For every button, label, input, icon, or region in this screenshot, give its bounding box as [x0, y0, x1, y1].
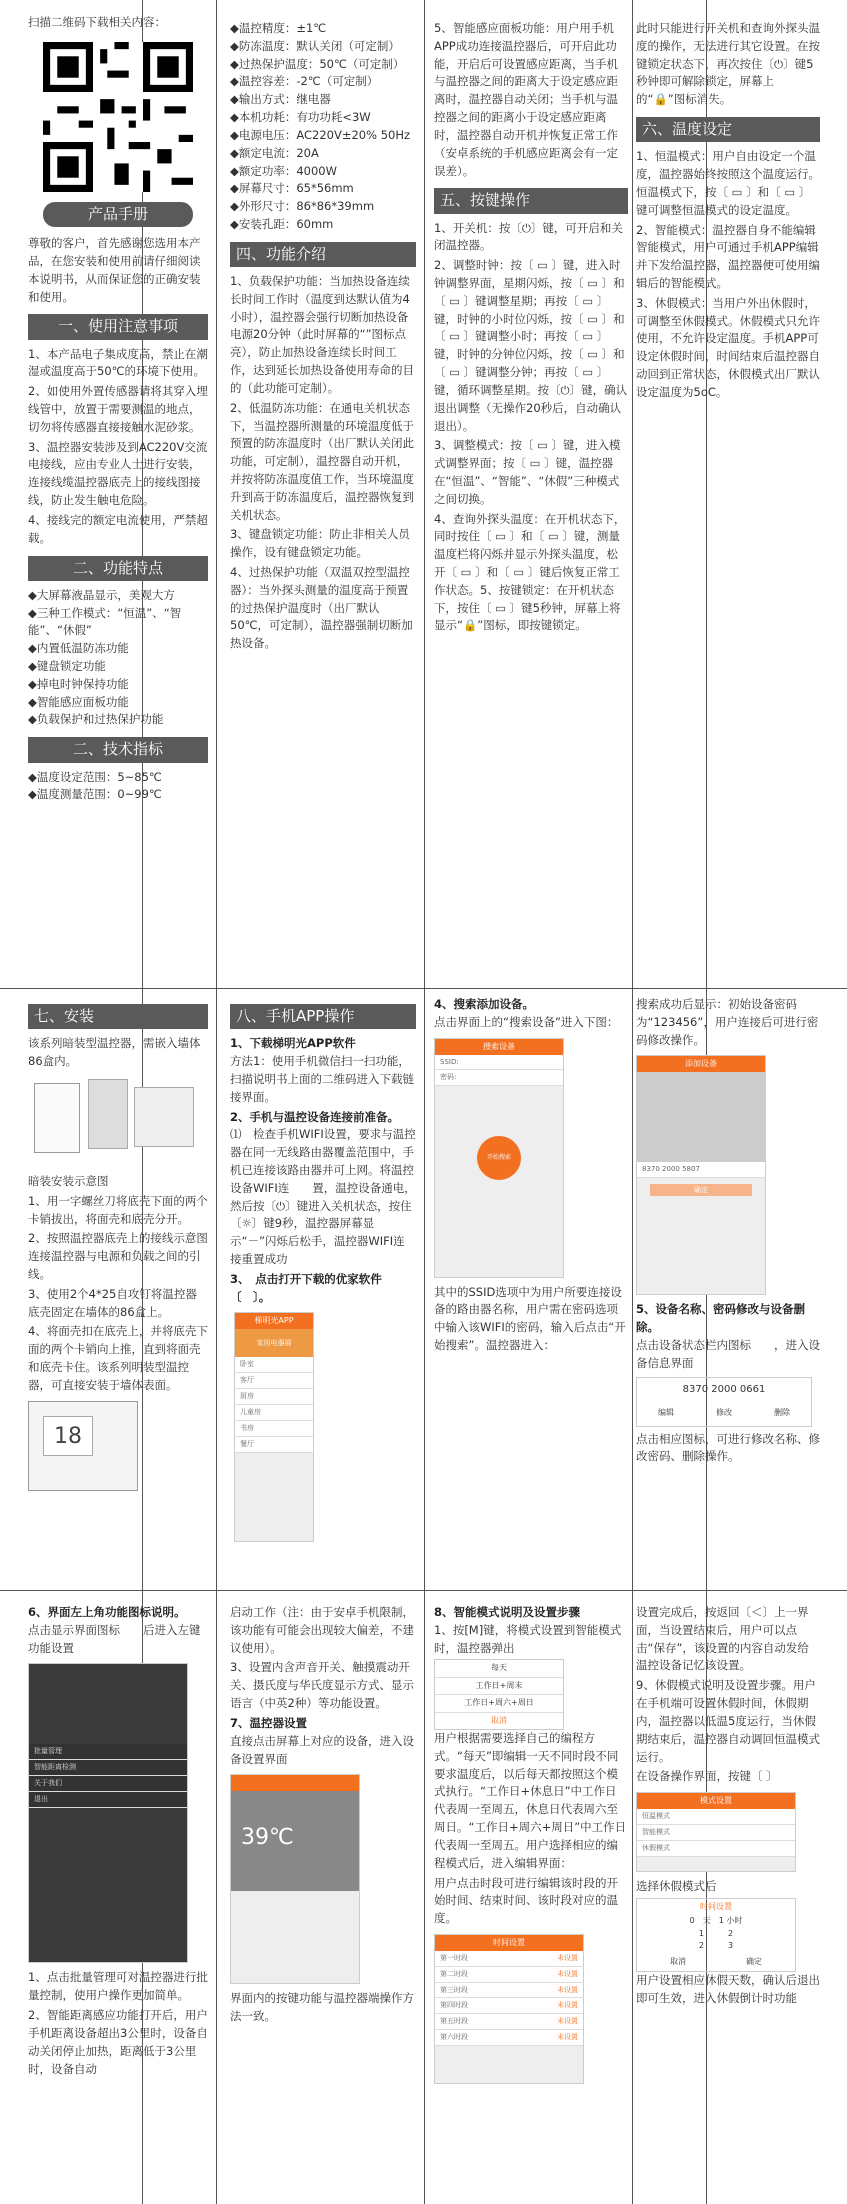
func-item: 1、负载保护功能：当加热设备连续长时间工作时（温度到达默认值为4小时），温控器会强行切断加热设备电源20分钟（此时屏幕的“”图标点亮），防止加热设备连续长时间工作，达到延长加热设备使用寿命的目的（此功能可定制）。 [230, 274, 414, 395]
room-photo [637, 1072, 765, 1162]
search-bar: 搜索设备 [435, 1039, 563, 1055]
spec-item: ◆电源电压：AC220V±20% 50Hz [230, 127, 411, 142]
wall-box-image [134, 1087, 194, 1147]
menu-screenshot [28, 1663, 188, 1963]
qr-caption: 扫描二维码下载相关内容： [28, 15, 166, 29]
install-col [28, 996, 208, 1491]
picker-title: 时间设置 [700, 1901, 732, 1911]
menu-text: 2、智能距离感应功能打开后，用户手机距离设备超出3公里时，设备自动关闭停止加热，距离低于3公里时，设备自动 [28, 2008, 208, 2076]
surface-thermostat-image [28, 1401, 138, 1491]
thermostat-image [34, 1083, 80, 1153]
col-4 [636, 20, 820, 404]
add-device-bar: 添加设备 [637, 1056, 765, 1072]
app-screenshot [234, 1312, 314, 1542]
spec-item: ◆过热保护温度：50℃（可定制） [230, 56, 405, 71]
col-1 [28, 14, 208, 804]
install-text: 该系列暗装型温控器，需嵌入墙体86盒内。 [28, 1036, 201, 1069]
smart-col [434, 1604, 628, 2090]
install-step: 4、将面壳扣在底壳上，并将底壳下面的两个卡销向上推，直到将面壳和底壳卡住。该系列明装型温控器，可直接安装于墙体表面。 [28, 1324, 208, 1392]
time-row[interactable]: 第三时段 未设置 [435, 1983, 583, 1999]
key-item: 2、调整时钟：按〔 ▭ 〕键，进入时钟调整界面，星期闪烁，按〔 ▭ 〕和〔 ▭ 〕键调整星期；再按〔 ▭ 〕键，时钟的小时位闪烁，按〔 ▭ 〕和〔 ▭ 〕键调整小时；再按〔 ▭ 〕键，时钟的分钟位闪烁，按〔 ▭ 〕和〔 ▭ 〕键调整分钟；再按〔 ▭ 〕键，循环调整星期。按〔⏻〕键，确认退出调整（无操作20秒后，自动确认退出）。 [434, 258, 628, 433]
feature-item: ◆三种工作模式：“恒温”、“智能”、“休假” [28, 605, 182, 638]
install-step: 1、用一字螺丝刀将底壳下面的两个卡销拔出，将面壳和底壳分开。 [28, 1193, 208, 1226]
unlock-text: 此时只能进行开关机和查询外探头温度的操作，无法进行其它设置。在按键锁定状态下，再次按住〔⏻〕键5秒钟即可解除锁定，屏幕上的“🔒”图标消失。 [636, 21, 820, 107]
spec-item: ◆温度测量范围：0~99℃ [28, 787, 162, 802]
smart-text: 用户根据需要选择自己的编程方式。“每天”即编辑一天不同时段不同要求温度后，以后每天都按照这个模式执行。“工作日+休息日”中工作日代表周一至周五，休息日代表周六至周日。“工作日+周六+周日”中工作日代表周一至周五。用户选择相应的编程模式后，进入编辑界面： [434, 1731, 627, 1870]
spec-item: ◆额定电流：20A [230, 145, 319, 160]
search-screenshot [434, 1038, 564, 1278]
step-title: 5、设备名称、密码修改与设备删除。 [636, 1302, 805, 1335]
section-8-title: 八、手机APP操作 [230, 1004, 416, 1029]
mode-popup [434, 1659, 564, 1730]
device-code: 8370 2000 0661 [682, 1383, 766, 1395]
room-item[interactable]: 卧室 [235, 1357, 313, 1373]
spec-item: ◆温控容差：-2℃（可定制） [230, 74, 379, 89]
section-4-title: 四、功能介绍 [230, 242, 416, 267]
feature-item: ◆键盘锁定功能 [28, 659, 106, 673]
spec-item: ◆本机功耗：有功功耗<3W [230, 110, 371, 125]
temperature-display: 39℃ [231, 1791, 359, 1891]
confirm-button[interactable]: 确定 [650, 1184, 752, 1196]
spec-item: ◆外形尺寸：86*86*39mm [230, 199, 375, 214]
room-item[interactable]: 厨房 [235, 1389, 313, 1405]
cancel-button[interactable]: 取消 [670, 1956, 686, 1966]
step-text: ⑴ 检查手机WIFI设置，要求与温控器在同一无线路由器覆盖范围中，手机已连接该路由器并可上网。将温控设备WIFI连 置，温控设备通电，然后按〔⏻〕键进入关机状态，按住〔☼〕键9秒，温控器屏幕显示“－”闪烁后松手，温控器WIFI连接重置成功 [230, 1127, 416, 1266]
vacation-text: 在设备操作界面，按键〔 〕 [636, 1769, 778, 1784]
found-text: 搜索成功后显示：初始设备密码为“123456”，用户连接后可进行密码修改操作。 [636, 997, 819, 1047]
feature-item: ◆大屏幕液晶显示，美观大方 [28, 587, 175, 602]
settings-text: 3、设置内含声音开关、触摸震动开关、摄氏度与华氏度显示方式、显示语言（中英2种）等功能设置。 [230, 1660, 414, 1711]
option-workday-sat-sun[interactable]: 工作日+周六+周日 [435, 1695, 563, 1712]
option-daily[interactable]: 每天 [435, 1660, 563, 1677]
back-box-image [88, 1079, 128, 1149]
section-3-title: 二、技术指标 [28, 737, 208, 762]
notice-item: 1、本产品电子集成度高，禁止在潮湿或温度高于50℃的环境下使用。 [28, 346, 208, 379]
step-title: 8、智能模式说明及设置步骤 [434, 1605, 581, 1619]
step-text: 点击界面上的“搜索设备”进入下图： [434, 1014, 619, 1029]
settings-col [230, 1604, 416, 2028]
add-device-screenshot [636, 1055, 766, 1295]
thermostat-display: 18 [43, 1416, 93, 1456]
col-3 [434, 20, 628, 637]
func-item: 4、过热保护功能（双温双控型温控器）：当外探头测量的温度高于预置的过热保护温度时（出厂默认50℃，可定制），温控器强制切断加热设备。 [230, 565, 413, 651]
step-title: 3、 点击打开下载的优家软件〔 〕。 [230, 1271, 382, 1304]
step-title: 1、下载梯明光APP软件 [230, 1036, 356, 1051]
time-row[interactable]: 第一时段 未设置 [435, 1951, 583, 1967]
temp-item: 2、智能模式：温控器自身不能编辑智能模式，用户可通过手机APP编辑并下发给温控器，温控器便可使用编辑后的智能模式。 [636, 222, 820, 290]
vacation-text: 9、休假模式说明及设置步骤。用户在手机端可设置休假时间，休假期内，温控器以低温5度运行，当休假期结束后，温控器自动调回恒温模式运行。 [636, 1678, 820, 1764]
app-banner: 家用电器展 [235, 1329, 313, 1357]
step-text: 方法1：使用手机微信扫一扫功能，扫描说明书上面的二维码进入下载链接界面。 [230, 1054, 414, 1104]
vacation-picker [636, 1898, 796, 1972]
mode-item[interactable]: 智能模式 [637, 1825, 795, 1841]
search-after-text: 其中的SSID选项中为用户所要连接设备的路由器名称，用户需在密码选项中输入该WIFI的密码，输入后点击“开始搜索”。温控器进入： [434, 1284, 626, 1353]
start-search-button[interactable]: 开始搜索 [477, 1136, 521, 1180]
time-row[interactable]: 第五时段 未设置 [435, 2014, 583, 2030]
section-2-title: 二、功能特点 [28, 556, 208, 581]
room-item[interactable]: 餐厅 [235, 1437, 313, 1453]
step-title: 6、界面左上角功能图标说明。 [28, 1605, 186, 1619]
step-text: 直接点击屏幕上对应的设备，进入设备设置界面 [230, 1733, 414, 1766]
picker-row[interactable]: 0 天 1 小时 [689, 1916, 743, 1926]
time-bar: 时间设置 [435, 1935, 583, 1951]
menu-item[interactable]: 批量管理 [29, 1744, 187, 1760]
func-item: 3、键盘锁定功能：防止非相关人员操作，设有键盘锁定功能。 [230, 527, 410, 560]
device-info-panel [636, 1377, 812, 1427]
col-2 [230, 20, 416, 655]
password-field[interactable]: 密码: [435, 1070, 563, 1086]
intro-text: 尊敬的客户，首先感谢您选用本产品，在您安装和使用前请仔细阅读本说明书，从而保证您的正确安装和使用。 [28, 236, 201, 304]
device-after-text: 点击相应图标，可进行修改名称、修改密码、删除操作。 [636, 1431, 820, 1464]
mode-item[interactable]: 恒温模式 [637, 1809, 795, 1825]
step-text: 点击设备状态栏内图标 ，进入设备信息界面 [636, 1338, 820, 1370]
time-row[interactable]: 第六时段 未设置 [435, 2030, 583, 2046]
room-item[interactable]: 客厅 [235, 1373, 313, 1389]
section-5-title: 五、按键操作 [434, 188, 628, 213]
mode-item[interactable]: 休假模式 [637, 1841, 795, 1857]
cancel-button[interactable]: 取消 [491, 1715, 507, 1725]
spec-item: ◆温度设定范围：5~85℃ [28, 769, 162, 784]
spec-item: ◆输出方式：继电器 [230, 92, 331, 107]
picker-row[interactable]: 1 2 [698, 1928, 734, 1938]
key-item: 3、调整模式：按〔 ▭ 〕键，进入模式调整界面；按〔 ▭ 〕键，温控器在“恒温”、“智能”、“休假”三种模式之间切换。 [434, 438, 621, 506]
spec-item: ◆防冻温度：默认关闭（可定制） [230, 38, 400, 53]
mode-bar: 模式设置 [637, 1793, 795, 1809]
room-item[interactable]: 儿童房 [235, 1405, 313, 1421]
notice-item: 3、温控器安装涉及到AC220V交流电接线，应由专业人士进行安装，连接线缆温控器底壳上的接线图接线，防止发生触电危险。 [28, 439, 208, 508]
sense-text: 5、智能感应面板功能：用户用手机APP成功连接温控器后，可开启此功能，开启后可设置感应距离，当手机与温控器之间的距离大于设定感应距离时，温控器自动关闭；当手机与温控器之间的距离小于设定感应距离时，温控器自动开机并恢复正常工作（安卓系统的手机感应距离会有一定误差）。 [434, 21, 618, 178]
feature-item: ◆内置低温防冻功能 [28, 641, 129, 656]
settings-after-text: 界面内的按键功能与温控器端操作方法一致。 [230, 1991, 414, 2024]
manual-title: 产品手册 [43, 202, 193, 227]
settings-text: 启动工作（注：由于安卓手机限制，该功能有可能会出现较大偏差，不建议使用）。 [230, 1605, 414, 1655]
device-code: 8370 2000 5807 [637, 1162, 765, 1178]
feature-item: ◆掉电时钟保持功能 [28, 676, 129, 691]
step-title: 2、手机与温控设备连接前准备。 [230, 1109, 399, 1124]
qr-code-icon [43, 42, 193, 192]
menu-item[interactable]: 智能距离检测 [29, 1760, 187, 1776]
smart-text: 用户点击时段可进行编辑该时段的开始时间、结束时间、该时段对应的温度。 [434, 1875, 618, 1926]
edit-password-button[interactable]: 修改 [716, 1408, 732, 1418]
key-item: 1、开关机：按〔⏻〕键，可开启和关闭温控器。 [434, 220, 623, 253]
menu-text: 1、点击批量管理可对温控器进行批量控制，使用户操作更加简单。 [28, 1970, 208, 2003]
vacation-text: 选择休假模式后 [636, 1879, 717, 1894]
step-text: 点击显示界面图标 后进入左键功能设置 [28, 1622, 201, 1655]
install-caption: 暗装安装示意图 [28, 1173, 109, 1188]
thermostat-bar [231, 1775, 359, 1791]
mode-setting-screenshot [636, 1792, 796, 1872]
spec-item: ◆安装孔距：60mm [230, 216, 334, 231]
step-text: 1、按[M]键，将模式设置到智能模式时，温控器弹出 [434, 1622, 622, 1655]
temp-item: 1、恒温模式：用户自由设定一个温度，温控器始终按照这个温度运行。恒温模式下，按〔 ▭ 〕和〔 ▭ 〕键可调整恒温模式的设定温度。 [636, 149, 820, 217]
time-setting-screenshot [434, 1934, 584, 2084]
vacation-col [636, 1604, 820, 2010]
step-title: 4、搜索添加设备。 [434, 997, 535, 1011]
notice-item: 2、如使用外置传感器请将其穿入埋线管中，放置于需要测温的地点，切勿将传感器直接接触水泥砂浆。 [28, 384, 208, 434]
spec-item: ◆屏幕尺寸：65*56mm [230, 181, 354, 196]
room-item[interactable]: 书房 [235, 1421, 313, 1437]
edit-name-button[interactable]: 编辑 [658, 1408, 674, 1418]
app-bar: 梯明光APP [235, 1313, 313, 1329]
app-col [230, 996, 416, 1548]
step-title: 7、温控器设置 [230, 1715, 308, 1730]
install-step: 2、按照温控器底壳上的接线示意图连接温控器与电源和负载之间的引线。 [28, 1231, 208, 1281]
notice-item: 4、接线完的额定电流使用，严禁超载。 [28, 512, 208, 545]
section-1-title: 一、使用注意事项 [28, 314, 208, 339]
key-item: 4、查询外探头温度：在开机状态下，同时按住〔 ▭ 〕和〔 ▭ 〕键，测量温度栏将闪烁并显示外探头温度，松开〔 ▭ 〕和〔 ▭ 〕键后恢复正常工作状态。5、按键锁定：在开机状态下，按住〔 ▭ 〕键5秒钟，屏幕上将显示“🔒”图标，即按键锁定。 [434, 511, 626, 633]
temp-item: 3、休假模式：当用户外出休假时，可调整至休假模式。休假模式只允许使用，不允许设定温度。手机APP可设定休假时间，时间结束后温控器自动回到正常状态，休假模式出厂默认设定温度为5oC。 [636, 295, 820, 399]
time-row[interactable]: 第二时段 未设置 [435, 1967, 583, 1983]
section-7-title: 七、安装 [28, 1004, 208, 1029]
menu-col [28, 1604, 208, 2080]
spec-item: ◆温控精度：±1℃ [230, 21, 327, 35]
picker-row[interactable]: 2 3 [698, 1941, 734, 1951]
menu-item[interactable]: 关于我们 [29, 1776, 187, 1792]
delete-button[interactable]: 删除 [774, 1408, 790, 1418]
install-diagram [28, 1073, 208, 1173]
device-col [636, 996, 820, 1468]
menu-item[interactable]: 退出 [29, 1792, 187, 1808]
ssid-field[interactable]: SSID: [435, 1055, 563, 1071]
feature-item: ◆智能感应面板功能 [28, 694, 129, 709]
ok-button[interactable]: 确定 [746, 1956, 762, 1966]
time-row[interactable]: 第四时段 未设置 [435, 1998, 583, 2014]
spec-item: ◆额定功率：4000W [230, 163, 337, 178]
search-col [434, 996, 628, 1357]
func-item: 2、低温防冻功能：在通电关机状态下，当温控器所测量的环境温度低于预置的防冻温度时（出厂默认关闭此功能，可定制），温控器自动开机，并按将防冻温度值工作，当环境温度升到高于防冻温度后，温控器恢复到关机状态。 [230, 400, 414, 522]
section-6-title: 六、温度设定 [636, 117, 820, 142]
thermostat-screenshot [230, 1774, 360, 1984]
feature-item: ◆负载保护和过热保护功能 [28, 712, 164, 727]
option-workday-weekend[interactable]: 工作日+周末 [435, 1678, 563, 1695]
install-step: 3、使用2个4*25自攻钉将温控器底壳固定在墙体的86盒上。 [28, 1286, 197, 1319]
vacation-text: 设置完成后，按返回〔＜〕上一界面，当设置结束后，用户可以点击“保存”，该设置的内容自动发给温控设备记忆该设置。 [636, 1605, 809, 1673]
vacation-text: 用户设置相应休假天数，确认后退出即可生效，进入休假倒计时功能 [636, 1972, 820, 2005]
